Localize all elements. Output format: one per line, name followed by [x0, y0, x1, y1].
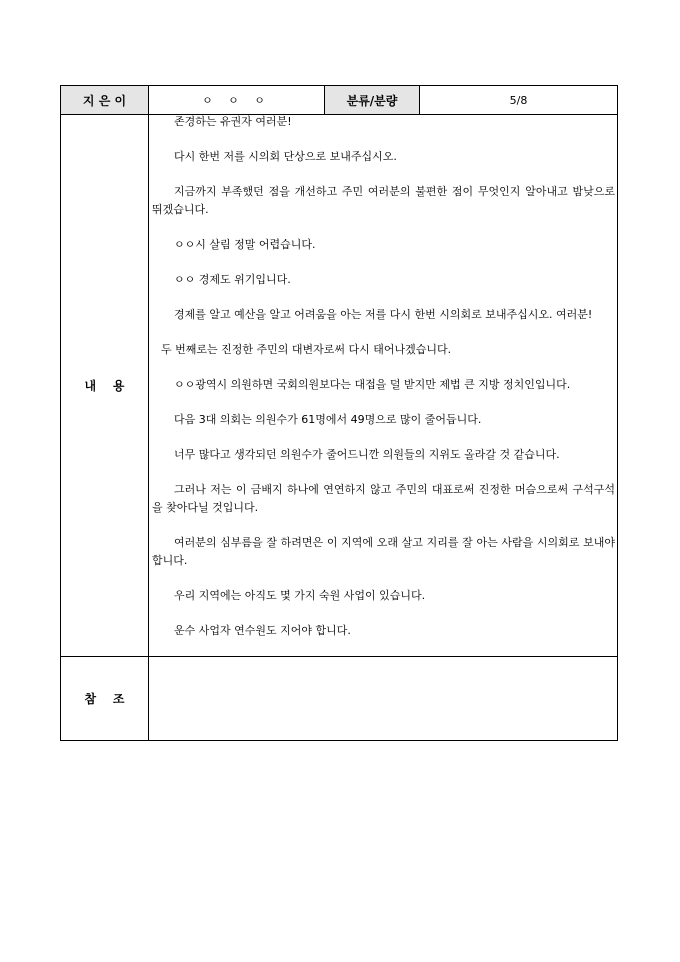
category-label: 분류/분량	[325, 86, 420, 115]
document-table	[60, 85, 618, 741]
reference-row	[61, 657, 618, 741]
paragraph-9: 다음 3대 의회는 의원수가 61명에서 49명으로 많이 줄어듭니다.	[174, 413, 482, 426]
paragraph-13: 우리 지역에는 아직도 몇 가지 숙원 사업이 있습니다.	[174, 589, 426, 602]
paragraph-12: 여러분의 심부름을 잘 하려면은 이 지역에 오래 살고 지리를 잘 아는 사람을 시의회로 보내야 합니다.	[152, 536, 615, 567]
content-body	[149, 115, 618, 657]
paragraph-14: 운수 사업자 연수원도 지어야 합니다.	[174, 624, 351, 637]
reference-label: 참 조	[61, 657, 149, 741]
paragraph-1: 존경하는 유권자 여러분!	[174, 115, 292, 128]
category-value: 5/8	[420, 86, 618, 115]
paragraph-8: ㅇㅇ광역시 의원하면 국회의원보다는 대접을 덜 받지만 제법 큰 지방 정치인입니다.	[174, 378, 571, 391]
content-row	[61, 115, 618, 657]
header-row	[61, 86, 618, 115]
paragraph-7: 두 번째로는 진정한 주민의 대변자로써 다시 태어나겠습니다.	[161, 343, 452, 356]
paragraph-5: ㅇㅇ 경제도 위기입니다.	[174, 273, 291, 286]
paragraph-11: 그러나 저는 이 금배지 하나에 연연하지 않고 주민의 대표로써 진정한 머슴으로써 구석구석을 찾아다닐 것입니다.	[152, 483, 615, 514]
author-label: 지 은 이	[61, 86, 149, 115]
paragraph-2: 다시 한번 저를 시의회 단상으로 보내주십시오.	[174, 150, 397, 163]
paragraph-4: ㅇㅇ시 살림 정말 어렵습니다.	[174, 238, 316, 251]
paragraph-6: 경제를 알고 예산을 알고 어려움을 아는 저를 다시 한번 시의회로 보내주십시오. 여러분!	[174, 308, 593, 321]
paragraph-10: 너무 많다고 생각되던 의원수가 줄어드니깐 의원들의 지위도 올라갈 것 같습니다.	[174, 448, 560, 461]
author-value: ㅇ ㅇ ㅇ	[149, 86, 325, 115]
reference-value	[149, 657, 618, 741]
content-label: 내 용	[61, 115, 149, 657]
paragraph-3: 지금까지 부족했던 점을 개선하고 주민 여러분의 불편한 점이 무엇인지 알아내고 밤낮으로 뛰겠습니다.	[152, 185, 615, 216]
